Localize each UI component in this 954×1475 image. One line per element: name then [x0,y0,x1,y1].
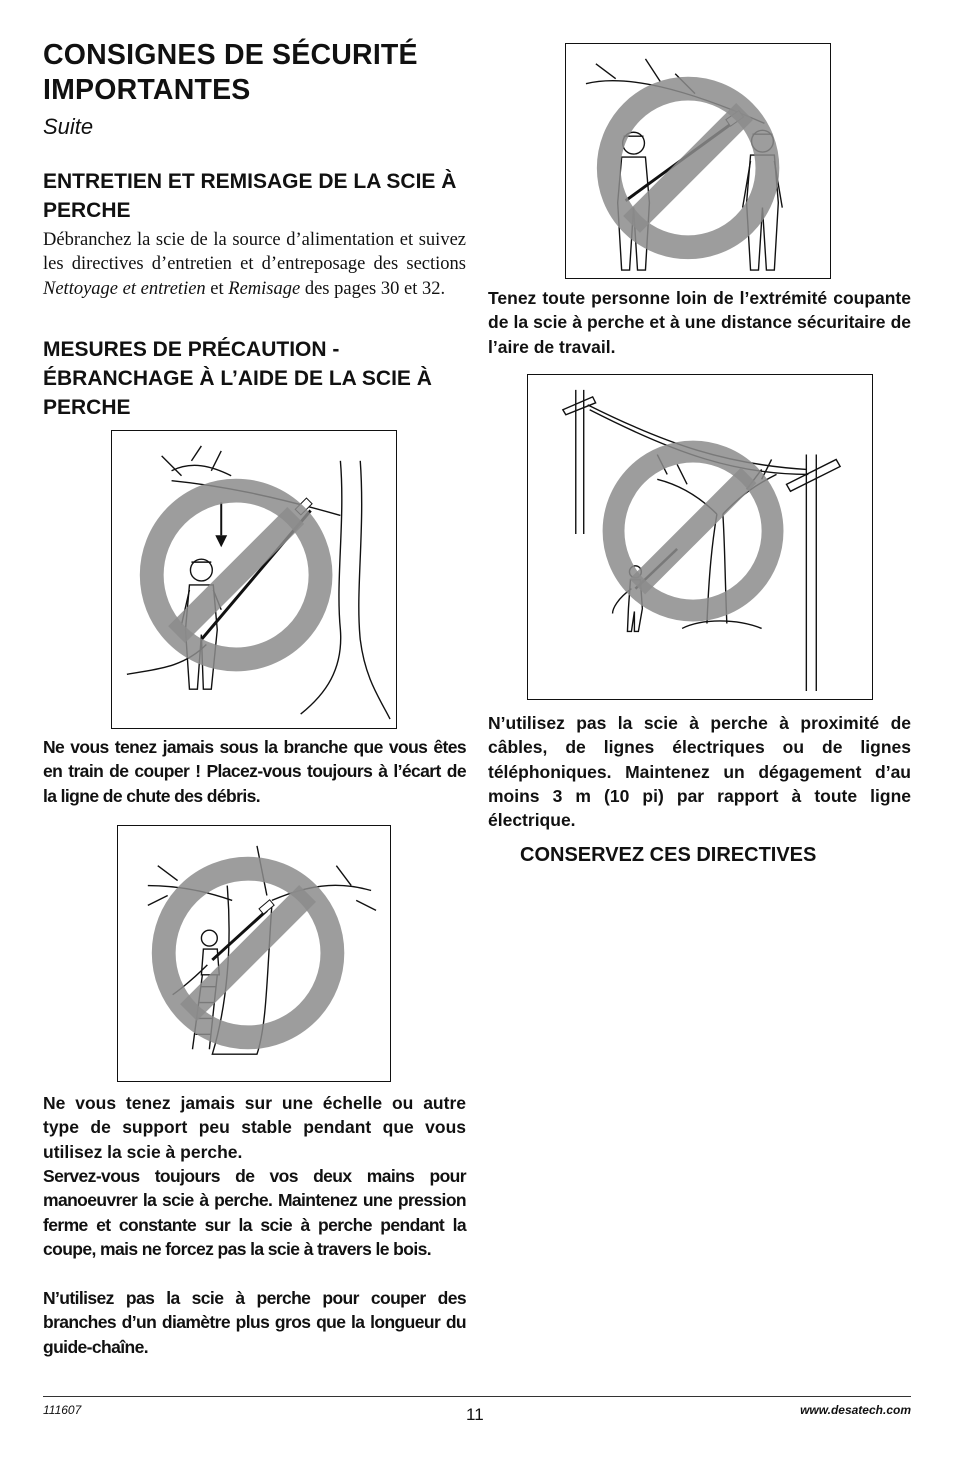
page-subtitle: Suite [43,114,94,139]
caption-diameter: N’utilisez pas la scie à perche pour couper des branches d’un diamètre plus gros que la longueur du guide-chaîne. [43,1288,466,1357]
maintenance-paragraph [43,228,466,301]
bystanders-illustration [566,44,830,278]
maintenance-ref-storage: Remisage [228,278,301,299]
figure-power-lines [527,374,873,700]
maintenance-text-3: des pages 30 et 32. [300,278,446,299]
figure-ladder [117,825,391,1082]
page-title: CONSIGNES DE SÉCURITÉ IMPORTANTES [43,39,418,106]
section-heading-precautions: MESURES DE PRÉCAUTION - ÉBRANCHAGE À L’AIDE DE LA SCIE À PERCHE [43,338,432,419]
caption-ladder: Ne vous tenez jamais sur une échelle ou autre type de support peu stable pendant que vous utilisez la scie à perche. [43,1093,466,1162]
maintenance-text-1: Débranchez la scie de la source d’alimentation et suivez les directives d’entretien et d’entreposage des sections [43,230,466,275]
figure-bystanders [565,43,831,279]
power-lines-illustration [528,375,872,699]
caption-under-branch: Ne vous tenez jamais sous la branche que vous êtes en train de couper ! Placez-vous toujours à l’écart de la ligne de chute des débris. [43,737,466,806]
under-branch-illustration [112,431,396,728]
keep-directives: CONSERVEZ CES DIRECTIVES [520,844,817,866]
document-code: 111607 [43,1403,82,1417]
caption-two-hands: Servez-vous toujours de vos deux mains pour manoeuvrer la scie à perche. Maintenez une pression ferme et constante sur la scie à perche pendant la coupe, mais ne forcez pas la scie à travers le bois. [43,1166,466,1259]
caption-power-lines: N’utilisez pas la scie à perche à proximité de câbles, de lignes électriques ou de lignes téléphoniques. Maintenez un dégagement d’au moins 3 m (10 pi) par rapport à toute ligne électrique. [488,713,911,831]
page-number: 11 [466,1405,484,1424]
footer-divider [43,1396,911,1397]
maintenance-ref-cleaning: Nettoyage et entretien [43,278,206,299]
caption-bystanders: Tenez toute personne loin de l’extrémité coupante de la scie à perche et à une distance sécuritaire de l’aire de travail. [488,288,911,357]
website-link[interactable]: www.desatech.com [800,1403,911,1417]
figure-under-branch [111,430,397,729]
maintenance-text-2: et [205,278,229,299]
ladder-illustration [118,826,390,1081]
section-heading-maintenance: ENTRETIEN ET REMISAGE DE LA SCIE À PERCHE [43,170,457,222]
